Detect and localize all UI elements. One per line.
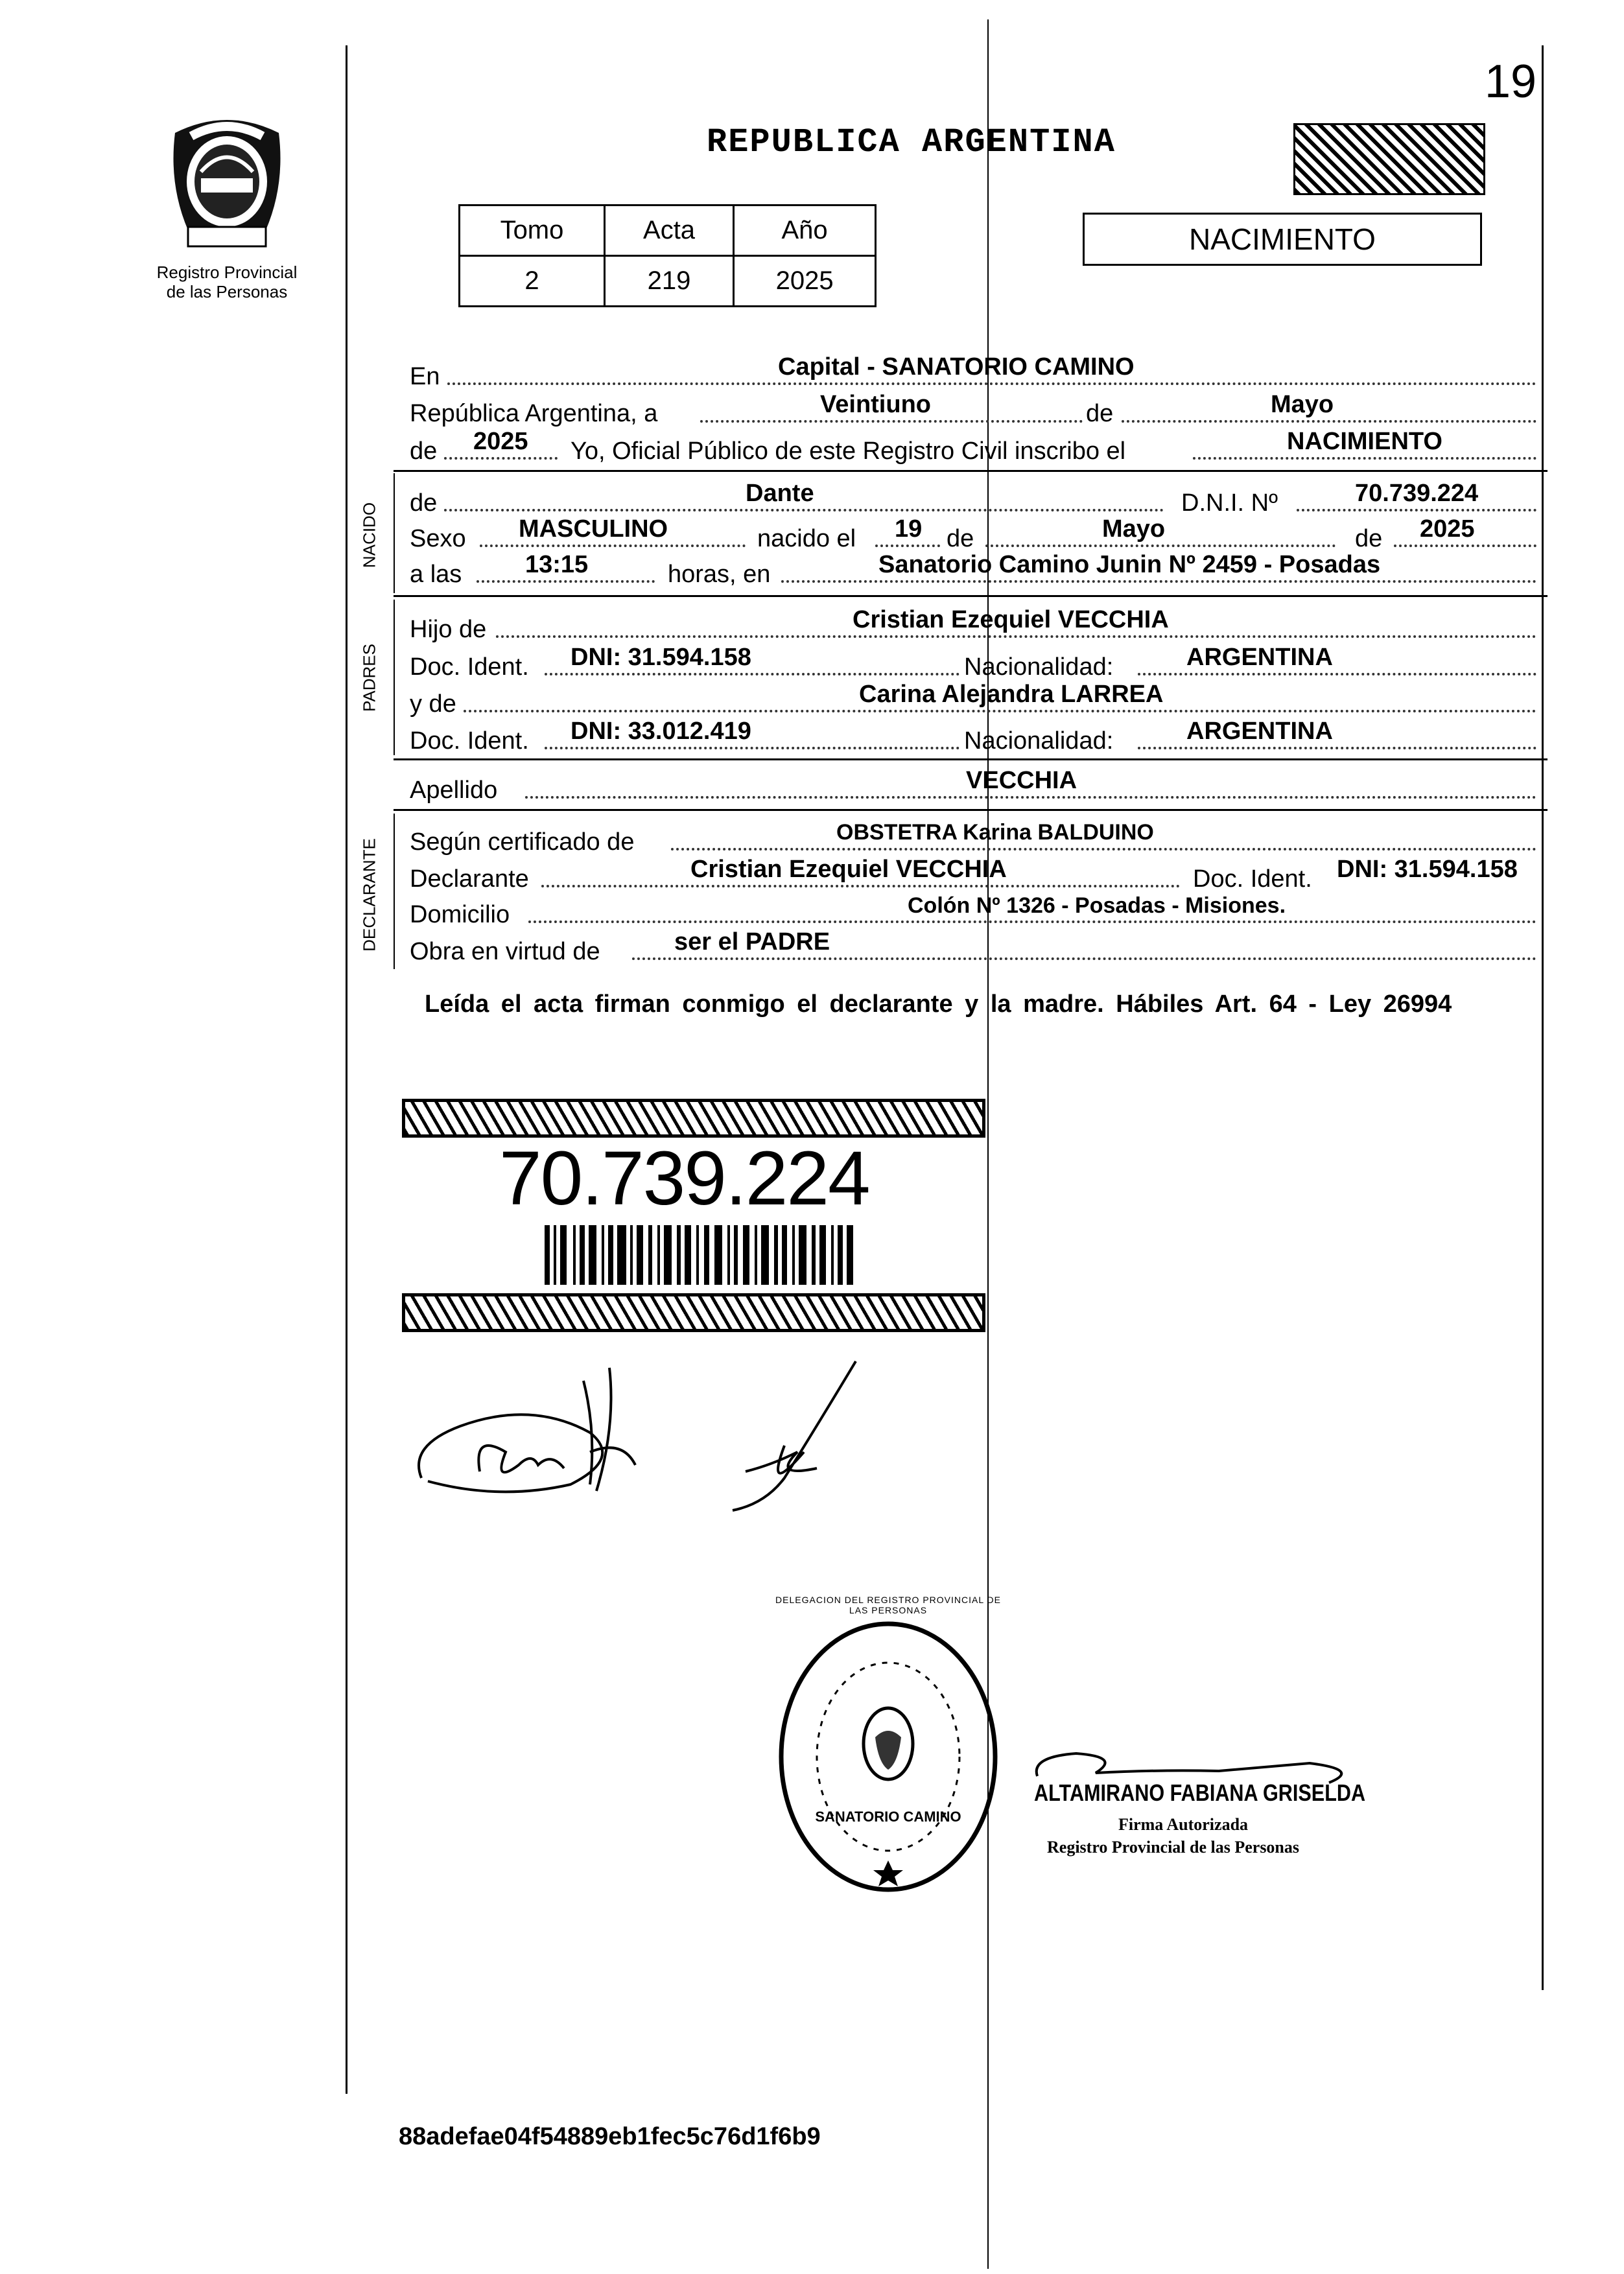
official-name: ALTAMIRANO FABIANA GRISELDA [1034,1779,1366,1806]
mother-name-value: Carina Alejandra LARREA [859,681,1164,708]
declarant-doc-value: DNI: 31.594.158 [1337,856,1518,883]
label-de: de [410,489,438,517]
acta-value: 219 [604,256,733,307]
label-de2: de [410,438,438,465]
label-nacionalidad-2: Nacionalidad: [964,727,1114,755]
section-label-declarante: DECLARANTE [359,838,379,952]
label-obra-en-virtud: Obra en virtud de [410,938,600,965]
table-header-tomo: Tomo [460,205,605,256]
dots [700,420,1083,423]
divider [394,595,1548,597]
label-de: de [1086,400,1114,427]
father-nationality-value: ARGENTINA [1186,644,1333,671]
dots [525,796,1536,799]
seal-emblem-icon [162,107,292,256]
label-horas-en: horas, en [668,561,771,588]
label-de-mes: de [947,525,974,552]
dots [477,580,655,583]
right-margin-line [1542,45,1544,1990]
father-name-value: Cristian Ezequiel VECCHIA [853,606,1169,633]
place-value: Capital - SANATORIO CAMINO [778,353,1135,381]
dots [444,509,1164,511]
dots [985,545,1336,547]
dots [444,457,558,460]
dots [528,920,1536,923]
record-table [458,204,877,307]
left-margin-line [346,45,347,2094]
label-dni: D.N.I. Nº [1181,489,1278,517]
page-number: 19 [1485,56,1537,108]
document-type: NACIMIENTO [1189,222,1376,256]
label-de-anio: de [1355,525,1383,552]
country-title: REPUBLICA ARGENTINA [707,123,1116,161]
label-inscribo: Yo, Oficial Público de este Registro Civil inscribo el [571,438,1126,465]
registry-name: Registro Provincial de las Personas [156,263,298,301]
table-header-acta: Acta [604,205,733,256]
birth-day-value: 19 [895,515,923,543]
official-stamp [765,1595,1011,1899]
dots [464,710,1536,712]
barcode [545,1225,856,1285]
label-en: En [410,363,440,390]
dots [541,885,1180,887]
section-bar [394,600,395,755]
dots [1138,673,1536,675]
closing-note: Leída el acta firman conmigo el declarante y la madre. Hábiles Art. 64 - Ley 26994 [425,990,1452,1018]
second-signature [707,1348,875,1517]
label-republica: República Argentina, a [410,400,658,427]
mother-nationality-value: ARGENTINA [1186,718,1333,745]
month-value: Mayo [1271,391,1334,418]
stamp-ring-text: DELEGACION DEL REGISTRO PROVINCIAL DE LAS PERSONAS [775,1595,1001,1615]
dots [447,382,1536,385]
dots [480,545,746,547]
dots [1297,509,1536,511]
year-value: 2025 [473,428,528,455]
dots [781,580,1536,583]
label-segun-certificado: Según certificado de [410,828,635,856]
label-declarante: Declarante [410,865,529,893]
security-band-top [402,1099,985,1138]
declarant-name-value: Cristian Ezequiel VECCHIA [690,856,1007,883]
document-type-box [1083,213,1482,266]
official-office: Registro Provincial de las Personas [1047,1838,1300,1857]
acts-as-value: ser el PADRE [674,928,830,955]
address-value: Colón Nº 1326 - Posadas - Misiones. [908,893,1286,918]
birth-year-value: 2025 [1420,515,1475,543]
day-words-value: Veintiuno [820,391,931,418]
label-doc-ident-2: Doc. Ident. [410,727,529,755]
official-title: Firma Autorizada [1118,1815,1249,1834]
divider [394,758,1548,760]
label-hijo-de: Hijo de [410,616,487,643]
section-bar [394,473,395,593]
label-y-de: y de [410,690,456,718]
mother-doc-value: DNI: 33.012.419 [571,718,751,745]
birth-month-value: Mayo [1102,515,1166,543]
divider [394,470,1548,472]
divider [394,809,1548,811]
newborn-dni-value: 70.739.224 [1355,480,1479,507]
dots [545,747,959,749]
dots [496,635,1536,638]
dots [545,673,959,675]
declarant-signature [402,1355,674,1497]
stamp-inner-text: SANATORIO CAMINO [815,1809,961,1825]
label-domicilio: Domicilio [410,901,510,928]
birth-time-value: 13:15 [525,551,589,578]
certificate-by-value: OBSTETRA Karina BALDUINO [836,820,1154,845]
act-type-value: NACIMIENTO [1287,428,1442,455]
anio-value: 2025 [734,256,876,307]
sex-value: MASCULINO [519,515,668,543]
label-nacido-el: nacido el [757,525,856,552]
newborn-name-value: Dante [746,480,814,507]
section-bar [394,814,395,969]
father-doc-value: DNI: 31.594.158 [571,644,751,671]
province-seal-logo [162,107,292,256]
id-number-large: 70.739.224 [499,1136,869,1221]
dots [1193,457,1536,460]
dots [1394,545,1536,547]
surname-value: VECCHIA [966,767,1077,794]
label-apellido: Apellido [410,777,498,804]
dots [632,957,1536,960]
label-doc-ident-3: Doc. Ident. [1193,865,1312,893]
section-label-padres: PADRES [359,644,379,712]
label-nacionalidad-1: Nacionalidad: [964,653,1114,681]
security-hologram [1293,123,1485,195]
document-hash: 88adefae04f54889eb1fec5c76d1f6b9 [399,2123,821,2150]
table-header-anio: Año [734,205,876,256]
dots [875,545,940,547]
dots [1122,420,1536,423]
dots [1138,747,1536,749]
security-band-bottom [402,1293,985,1332]
label-a-las: a las [410,561,462,588]
label-doc-ident-1: Doc. Ident. [410,653,529,681]
dots [671,848,1536,850]
section-label-nacido: NACIDO [359,502,379,568]
tomo-value: 2 [460,256,605,307]
birth-place-value: Sanatorio Camino Junin Nº 2459 - Posadas [878,551,1381,578]
label-sexo: Sexo [410,525,466,552]
